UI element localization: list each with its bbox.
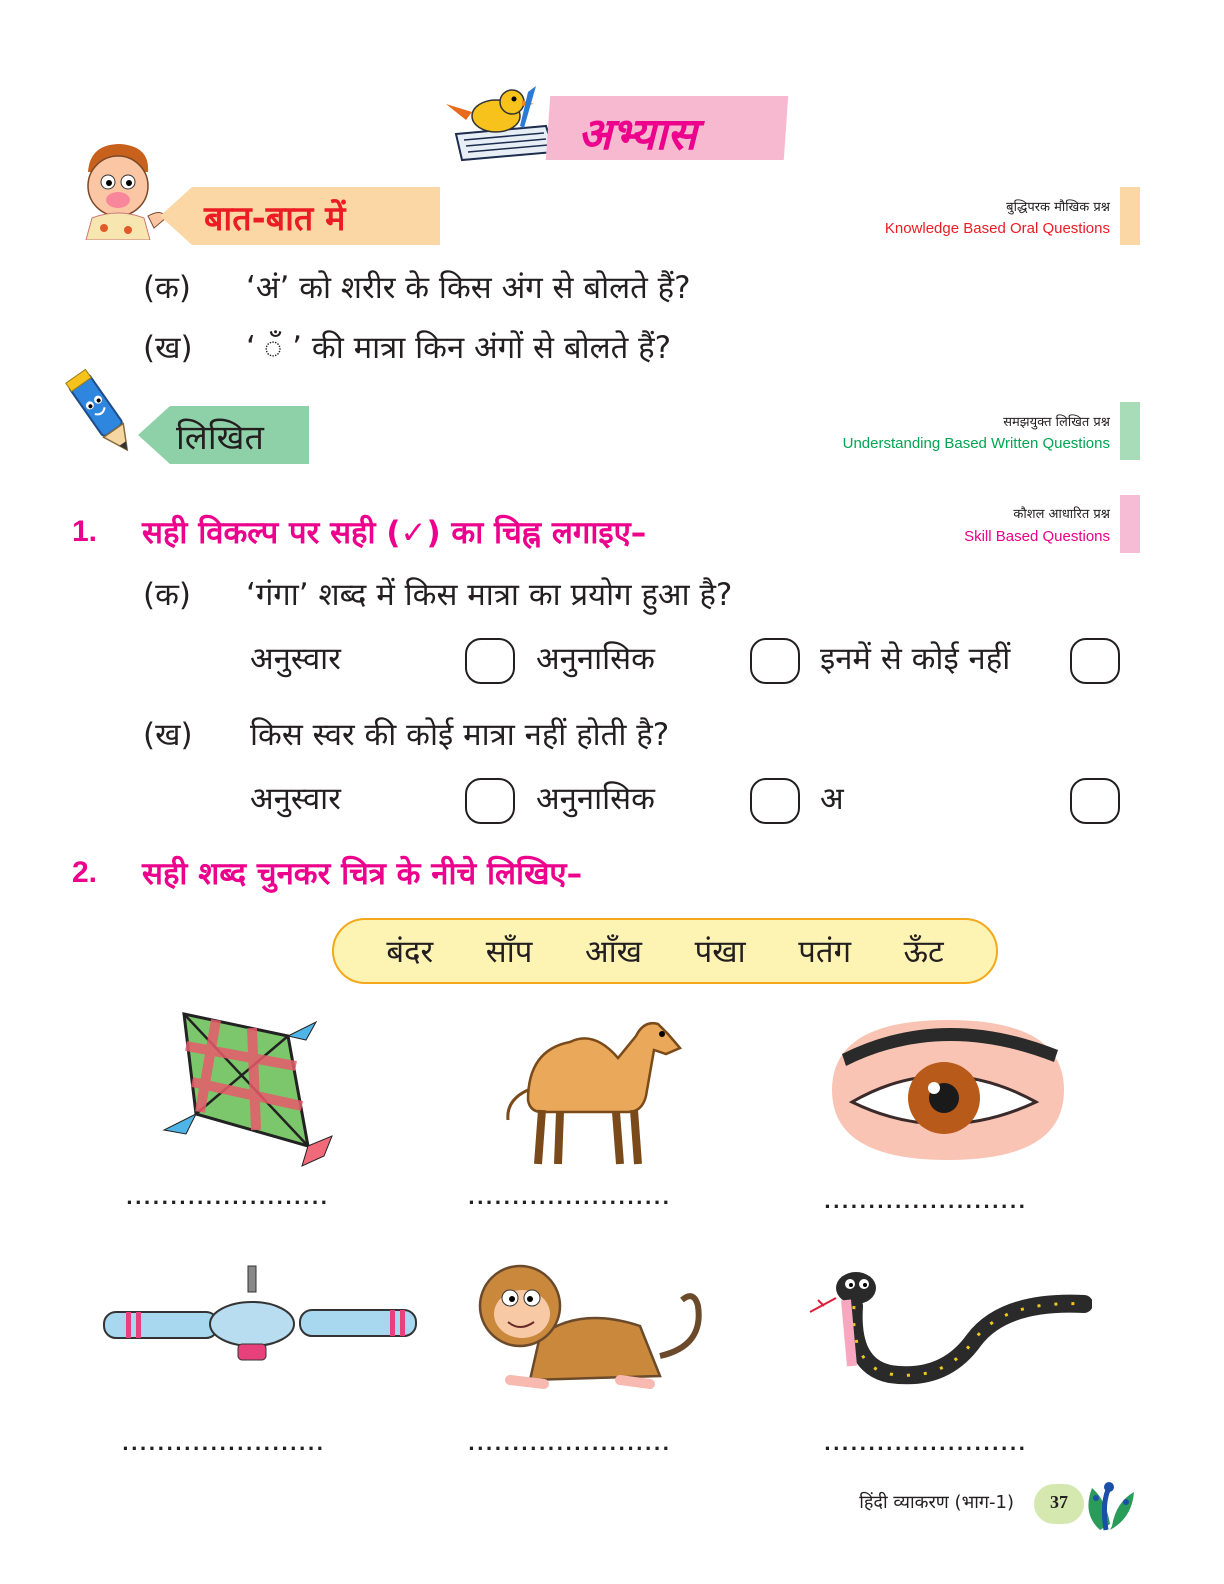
q2-number: 2. — [72, 856, 98, 889]
q1a-option-3-checkbox[interactable] — [1070, 638, 1120, 684]
oral-section-header: बात-बात में — [204, 199, 346, 239]
kite-icon — [156, 1006, 334, 1170]
q1b-label: (ख) — [143, 717, 193, 753]
page-title: अभ्यास — [578, 109, 697, 160]
q1b-option-1-checkbox[interactable] — [465, 778, 515, 824]
q1-number: 1. — [72, 515, 98, 548]
word-bank-item: बंदर — [386, 934, 434, 970]
written-tag-bar — [1120, 402, 1140, 460]
peacock-icon — [1076, 1474, 1140, 1534]
q1b-option-3-checkbox[interactable] — [1070, 778, 1120, 824]
answer-blank-2[interactable]: ....................... — [468, 1188, 672, 1209]
word-bank — [332, 918, 998, 984]
skill-tag-english: Skill Based Questions — [964, 528, 1110, 545]
ceiling-fan-icon — [100, 1262, 420, 1366]
footer-book-title: हिंदी व्याकरण (भाग-1) — [859, 1492, 1014, 1513]
boy-mascot-icon — [70, 138, 170, 240]
camel-icon — [498, 1000, 686, 1170]
q1-heading: सही विकल्प पर सही (✓) का चिह्न लगाइए– — [142, 515, 647, 551]
written-section-header: लिखित — [176, 418, 264, 458]
answer-blank-5[interactable]: ....................... — [468, 1434, 672, 1455]
oral-tag-hindi: बुद्धिपरक मौखिक प्रश्न — [1006, 200, 1110, 215]
word-bank-item: ऊँट — [903, 934, 944, 970]
q1a-option-2: अनुनासिक — [536, 641, 655, 677]
oral-tag-english: Knowledge Based Oral Questions — [884, 220, 1110, 237]
pencil-mascot-icon — [62, 366, 142, 462]
oral-q2-text: ‘ ँ ’ की मात्रा किन अंगों से बोलते हैं? — [246, 330, 672, 366]
answer-blank-6[interactable]: ....................... — [824, 1434, 1028, 1455]
q1a-option-1-checkbox[interactable] — [465, 638, 515, 684]
word-bank-item: पंखा — [694, 934, 746, 970]
q1a-text: ‘गंगा’ शब्द में किस मात्रा का प्रयोग हुआ है? — [246, 577, 733, 613]
monkey-icon — [470, 1256, 714, 1392]
word-bank-item: साँप — [485, 934, 533, 970]
q2-heading: सही शब्द चुनकर चित्र के नीचे लिखिए– — [142, 856, 583, 892]
oral-q2-label: (ख) — [143, 330, 193, 366]
answer-blank-4[interactable]: ....................... — [122, 1434, 326, 1455]
word-bank-item: आँख — [585, 934, 643, 970]
oral-tag-bar — [1120, 187, 1140, 245]
oral-q1-text: ‘अं’ को शरीर के किस अंग से बोलते हैं? — [246, 270, 691, 306]
eye-icon — [822, 1010, 1074, 1170]
q1b-option-2-checkbox[interactable] — [750, 778, 800, 824]
written-tag-hindi: समझयुक्त लिखित प्रश्न — [1003, 415, 1110, 430]
page-number: 37 — [1050, 1492, 1068, 1512]
skill-tag-hindi: कौशल आधारित प्रश्न — [1013, 507, 1110, 522]
q1a-option-1: अनुस्वार — [250, 641, 341, 677]
q1a-label: (क) — [143, 577, 191, 613]
q1b-option-3: अ — [820, 781, 844, 817]
answer-blank-1[interactable]: ....................... — [126, 1188, 330, 1209]
q1b-option-2: अनुनासिक — [536, 781, 655, 817]
oral-q1-label: (क) — [143, 270, 191, 306]
q1b-text: किस स्वर की कोई मात्रा नहीं होती है? — [250, 717, 670, 753]
written-tag-english: Understanding Based Written Questions — [842, 435, 1110, 452]
snake-icon — [804, 1266, 1092, 1390]
skill-tag-bar — [1120, 495, 1140, 553]
q1a-option-2-checkbox[interactable] — [750, 638, 800, 684]
q1a-option-3: इनमें से कोई नहीं — [820, 641, 1011, 677]
answer-blank-3[interactable]: ....................... — [824, 1192, 1028, 1213]
q1b-option-1: अनुस्वार — [250, 781, 341, 817]
word-bank-item: पतंग — [798, 934, 852, 970]
